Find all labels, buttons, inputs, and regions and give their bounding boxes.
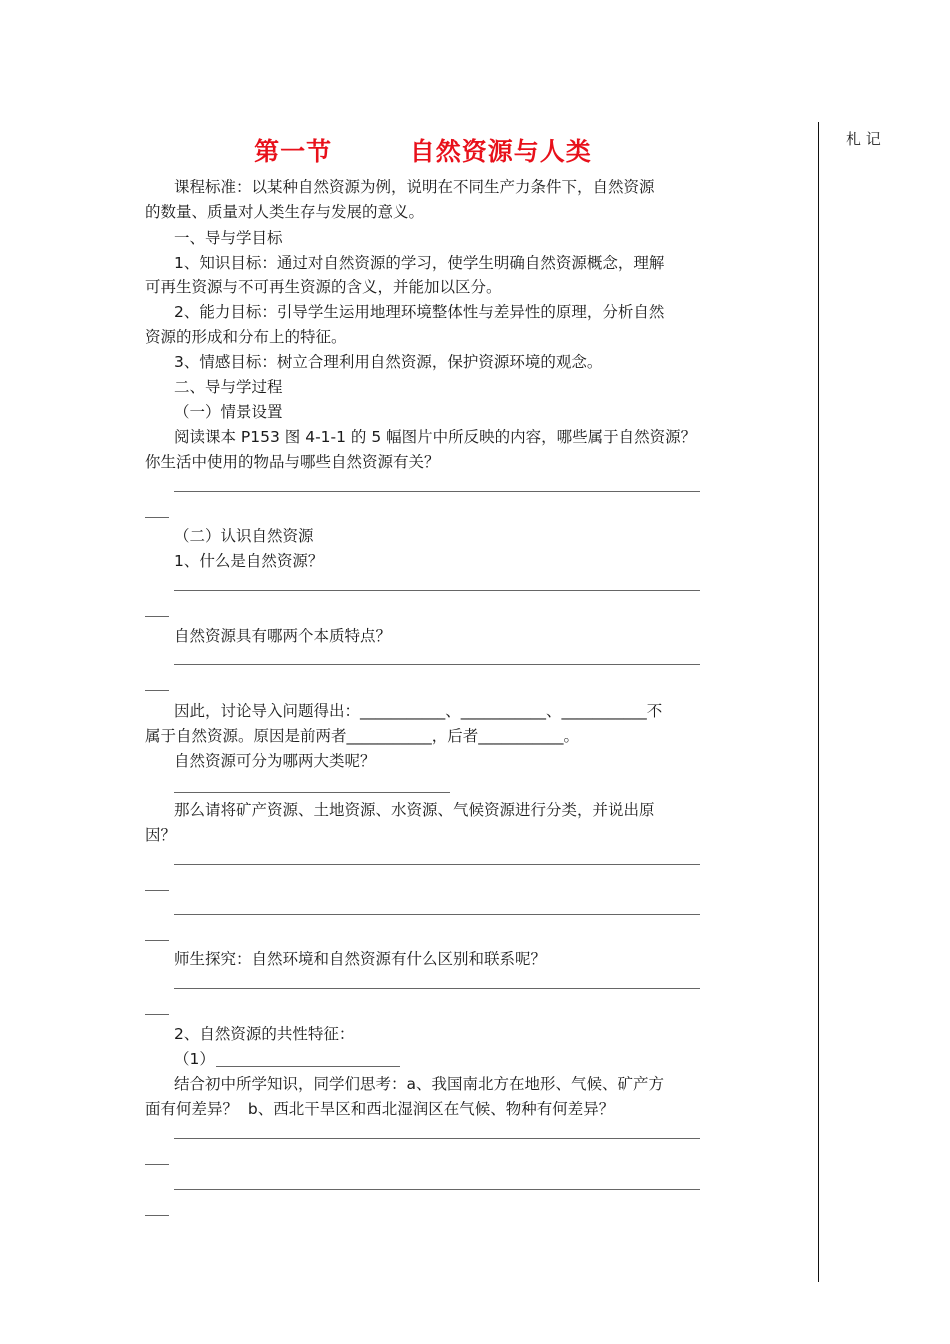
fill-in-conclusion-cont[interactable]: 属于自然资源。原因是前两者___________，后者___________。 [145,727,580,745]
question-classify: 那么请将矿产资源、土地资源、水资源、气候资源进行分类，并说出原 [174,801,655,819]
thinking-question-cont: 面有何差异？ b、西北干旱区和西北湿润区在气候、物种有何差异？ [145,1100,615,1118]
answer-line-stub [145,616,169,617]
emotion-goal: 3、情感目标：树立合理利用自然资源，保护资源环境的观念。 [174,353,603,371]
section-heading-process: 二、导与学过程 [174,378,283,396]
answer-line-stub [145,690,169,691]
ability-goal: 2、能力目标：引导学生运用地理环境整体性与差异性的原理，分析自然 [174,303,665,321]
answer-line[interactable] [174,988,700,989]
answer-line[interactable] [174,914,700,915]
answer-line-stub [145,1014,169,1015]
answer-line[interactable] [174,864,700,865]
notes-margin-divider [818,122,819,1282]
answer-line[interactable] [174,590,700,591]
section-heading-goals: 一、导与学目标 [174,229,283,247]
feature-item-1-blank[interactable] [216,1066,400,1067]
answer-line[interactable] [174,491,700,492]
answer-line-stub [145,1164,169,1165]
fill-in-conclusion[interactable]: 因此，讨论导入问题得出：___________、___________、___________不 [174,702,663,720]
answer-line[interactable] [174,1138,700,1139]
feature-item-1-label: （1） [174,1050,215,1068]
reading-question: 阅读课本 P153 图 4-1-1 的 5 幅图片中所反映的内容，哪些属于自然资源？ [174,428,697,446]
common-features-heading: 2、自然资源的共性特征： [174,1025,355,1043]
answer-line-stub [145,1215,169,1216]
answer-line-short[interactable] [174,792,450,793]
ability-goal-cont: 资源的形成和分布上的特征。 [145,328,347,346]
question-two-features: 自然资源具有哪两个本质特点？ [174,627,392,645]
question-classify-cont: 因？ [145,826,177,844]
page-title: 第一节 自然资源与人类 [254,137,592,166]
inquiry-question: 师生探究：自然环境和自然资源有什么区别和联系呢？ [174,950,547,968]
question-what-is-resource: 1、什么是自然资源？ [174,552,324,570]
knowledge-goal-cont: 可再生资源与不可再生资源的含义，并能加以区分。 [145,278,502,296]
subsection-scenario: （一）情景设置 [174,403,283,421]
curriculum-standard-text-cont: 的数量、质量对人类生存与发展的意义。 [145,203,425,221]
notes-margin-label: 札 记 [846,130,881,148]
subsection-understand-resources: （二）认识自然资源 [174,527,314,545]
question-two-categories: 自然资源可分为哪两大类呢？ [174,752,376,770]
answer-line-stub [145,890,169,891]
knowledge-goal: 1、知识目标：通过对自然资源的学习，使学生明确自然资源概念，理解 [174,254,665,272]
answer-line[interactable] [174,1189,700,1190]
answer-line[interactable] [174,664,700,665]
answer-line-stub [145,517,169,518]
answer-line-stub [145,940,169,941]
curriculum-standard-text: 课程标准：以某种自然资源为例，说明在不同生产力条件下，自然资源 [174,178,655,196]
reading-question-cont: 你生活中使用的物品与哪些自然资源有关？ [145,453,440,471]
thinking-question: 结合初中所学知识，同学们思考：a、我国南北方在地形、气候、矿产方 [174,1075,665,1093]
